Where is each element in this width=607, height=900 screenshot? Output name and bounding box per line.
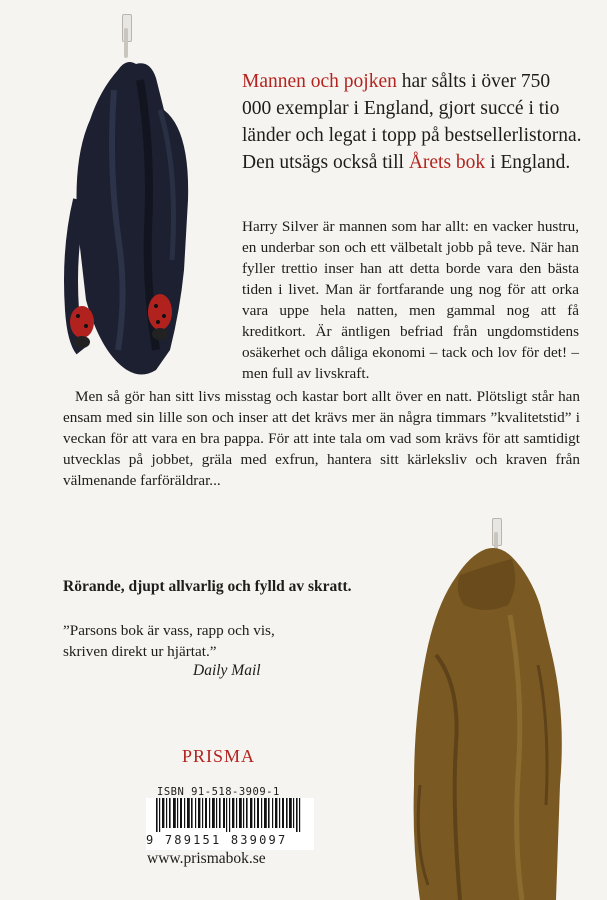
lead-text-1: har sålts i över 750 000 exemplar i England, gjort succé i tio länder och legat i topp på bestsellerlistorna. Den utsägs också till [242,71,582,173]
dark-coat-image [60,50,210,390]
publisher-logo: PRISMA [182,746,256,766]
barcode [146,798,314,834]
brown-coat-image [400,545,570,900]
lead-text-2: i England. [485,152,571,173]
lead-paragraph [242,68,582,176]
body-paragraph-2: Men så gör han sitt livs misstag och kastar bort allt över en natt. Plötsligt står han ensam med sin lille son och inser att det krävs mer än några timmars ”kvalitetstid” i veckan för att vara en bra pappa. För att inte tala om vad som krävs för att samtidigt utvecklas på jobbet, gräla med exfrun, hantera sitt kärleksliv och kraven från välmenande farföräldrar... [63,388,580,489]
review-source: Daily Mail [193,662,261,679]
review-quote-line-2: skriven direkt ur hjärtat.” [63,643,217,660]
tagline: Rörande, djupt allvarlig och fylld av skratt. [63,578,352,595]
body-paragraph-1: Harry Silver är mannen som har allt: en vacker hustru, en underbar son och ett välbetalt jobb på teve. När han fyller trettio inser han att detta borde vara den bästa tiden i livet. Man är fortfarande ung nog för att orka vara uppe hela natten, men gammal nog att få kreditkort. Är äntligen befriad från ungdomstidens osäkerhet och dåliga ekonomi – tack och lov för det! – men full av livskraft. [242,218,579,382]
review-quote-line-1: ”Parsons bok är vass, rapp och vis, [63,622,275,639]
barcode-number: 9 789151 839097 [146,832,314,847]
review-quote [63,620,363,662]
award-highlight: Årets bok [408,152,486,173]
title-highlight: Mannen och pojken [242,71,397,92]
website-url: www.prismabok.se [147,850,266,867]
isbn-text: ISBN 91-518-3909-1 [157,786,280,798]
